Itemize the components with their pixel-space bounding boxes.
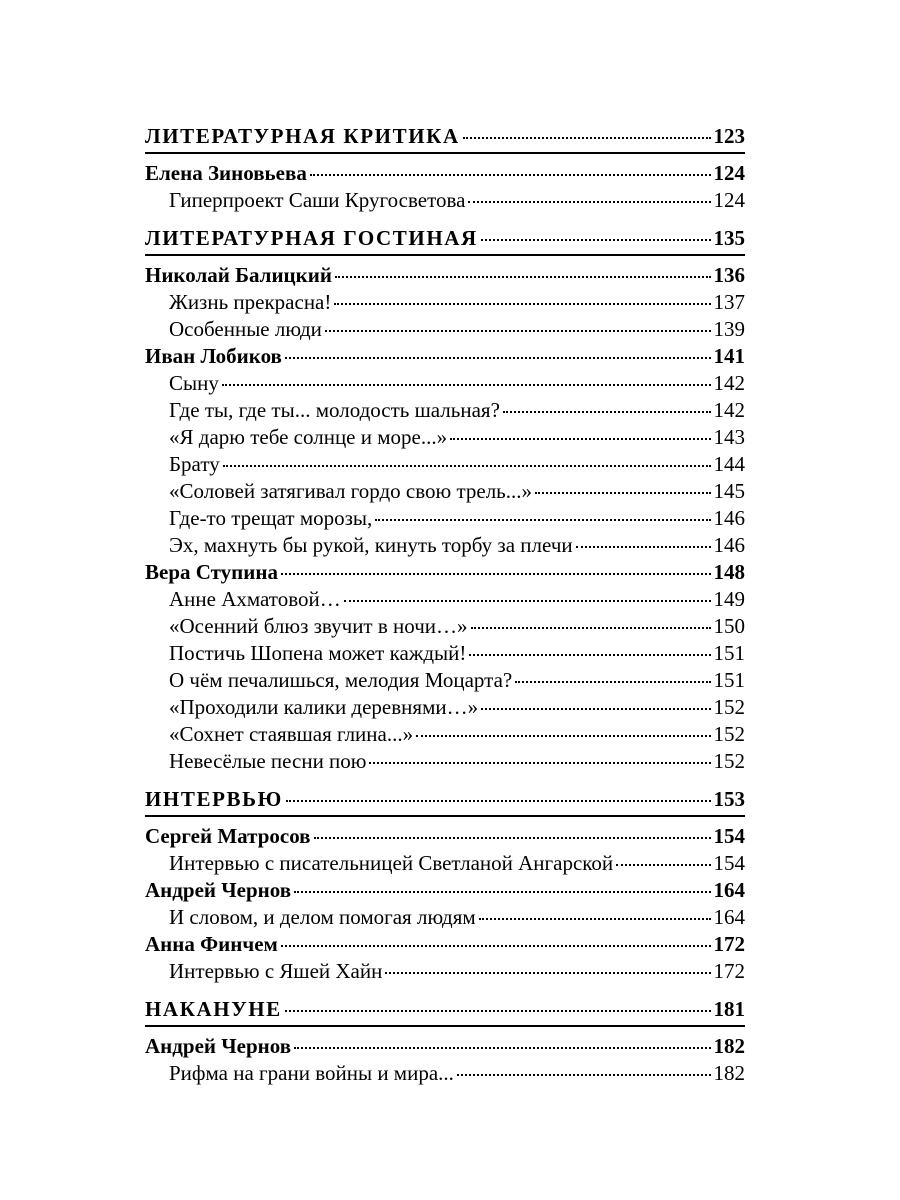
toc-entry-row <box>145 904 745 931</box>
dot-leader <box>481 239 711 241</box>
toc-page-number: 144 <box>713 452 745 476</box>
dot-leader <box>471 627 711 629</box>
toc-page-number: 152 <box>713 695 745 719</box>
toc-page-number: 143 <box>713 425 745 449</box>
toc-entry-row <box>145 397 745 424</box>
toc-page-number: 124 <box>713 188 745 212</box>
toc-title: Анна Финчем <box>145 932 278 956</box>
toc-entry-row <box>145 187 745 214</box>
toc-entry-row <box>145 370 745 397</box>
dot-leader <box>468 201 710 203</box>
toc-section-row <box>145 225 745 252</box>
toc-title: Иван Лобиков <box>145 344 282 368</box>
toc-page-number: 154 <box>713 824 745 848</box>
toc-title: Эх, махнуть бы рукой, кинуть торбу за плечи <box>169 533 573 557</box>
toc-section-row <box>145 786 745 813</box>
section-divider <box>145 815 745 817</box>
toc-entry-row <box>145 721 745 748</box>
toc-entry-row <box>145 424 745 451</box>
toc-title: Брату <box>169 452 220 476</box>
toc-title: О чём печалишься, мелодия Моцарта? <box>169 668 513 692</box>
toc-page-number: 123 <box>713 124 745 148</box>
toc-entry-row <box>145 1060 745 1087</box>
toc-entry-row <box>145 289 745 316</box>
dot-leader <box>285 357 711 359</box>
toc-title: Андрей Чернов <box>145 878 292 902</box>
section-divider <box>145 1025 745 1027</box>
toc-title: «Сохнет стаявшая глина...» <box>169 722 414 746</box>
toc-page-number: 148 <box>713 560 745 584</box>
dot-leader <box>535 492 710 494</box>
dot-leader <box>325 330 711 332</box>
toc-entry-row <box>145 586 745 613</box>
dot-leader <box>616 864 710 866</box>
section-divider <box>145 152 745 154</box>
toc-page-number: 181 <box>713 997 745 1021</box>
toc-author-row <box>145 931 745 958</box>
dot-leader <box>294 1047 710 1049</box>
toc-title: Где-то трещат морозы, <box>169 506 373 530</box>
toc-title: Интервью с писательницей Светланой Ангарской <box>169 851 614 875</box>
table-of-contents <box>145 123 745 1087</box>
toc-title: ИНТЕРВЬЮ <box>145 787 283 811</box>
toc-entry-row <box>145 316 745 343</box>
toc-title: Вера Ступина <box>145 560 278 584</box>
toc-entry-row <box>145 505 745 532</box>
dot-leader <box>369 762 710 764</box>
toc-entry-row <box>145 958 745 985</box>
toc-page-number: 164 <box>713 905 745 929</box>
toc-page-number: 142 <box>713 398 745 422</box>
dot-leader <box>223 465 711 467</box>
dot-leader <box>310 174 711 176</box>
dot-leader <box>481 708 710 710</box>
toc-title: Где ты, где ты... молодость шальная? <box>169 398 500 422</box>
toc-title: Рифма на грани войны и мира... <box>169 1061 454 1085</box>
dot-leader <box>503 411 711 413</box>
toc-title: Анне Ахматовой… <box>169 587 341 611</box>
dot-leader <box>222 384 711 386</box>
toc-page-number: 124 <box>713 161 745 185</box>
toc-entry-row <box>145 667 745 694</box>
toc-entry-row <box>145 451 745 478</box>
toc-author-row <box>145 877 745 904</box>
toc-page-number: 151 <box>713 641 745 665</box>
toc-entry-row <box>145 613 745 640</box>
toc-title: «Я дарю тебе солнце и море...» <box>169 425 448 449</box>
dot-leader <box>450 438 710 440</box>
dot-leader <box>344 600 711 602</box>
dot-leader <box>314 837 711 839</box>
dot-leader <box>479 918 711 920</box>
dot-leader <box>281 945 711 947</box>
toc-page-number: 145 <box>713 479 745 503</box>
toc-title: Интервью с Яшей Хайн <box>169 959 383 983</box>
dot-leader <box>286 800 711 802</box>
toc-title: ЛИТЕРАТУРНАЯ ГОСТИНАЯ <box>145 226 478 250</box>
toc-entry-row <box>145 478 745 505</box>
dot-leader <box>281 573 711 575</box>
toc-page-number: 154 <box>713 851 745 875</box>
dot-leader <box>375 519 710 521</box>
toc-title: Жизнь прекрасна! <box>169 290 332 314</box>
toc-title: Невесёлые песни пою <box>169 749 367 773</box>
toc-title: ЛИТЕРАТУРНАЯ КРИТИКА <box>145 124 460 148</box>
toc-entry-row <box>145 532 745 559</box>
toc-page-number: 150 <box>713 614 745 638</box>
toc-page-number: 182 <box>713 1034 745 1058</box>
toc-author-row <box>145 1033 745 1060</box>
toc-author-row <box>145 262 745 289</box>
toc-title: Сергей Матросов <box>145 824 311 848</box>
toc-title: Андрей Чернов <box>145 1034 292 1058</box>
toc-entry-row <box>145 694 745 721</box>
toc-title: «Осенний блюз звучит в ночи…» <box>169 614 468 638</box>
dot-leader <box>469 654 710 656</box>
toc-page-number: 172 <box>713 932 745 956</box>
toc-page-number: 149 <box>713 587 745 611</box>
dot-leader <box>385 972 710 974</box>
toc-entry-row <box>145 748 745 775</box>
dot-leader <box>335 276 711 278</box>
dot-leader <box>294 891 710 893</box>
toc-entry-row <box>145 850 745 877</box>
toc-title: И словом, и делом помогая людям <box>169 905 476 929</box>
dot-leader <box>457 1074 711 1076</box>
toc-page-number: 136 <box>713 263 745 287</box>
toc-page-number: 141 <box>713 344 745 368</box>
toc-title: Особенные люди <box>169 317 322 341</box>
toc-author-row <box>145 160 745 187</box>
toc-author-row <box>145 559 745 586</box>
toc-section-row <box>145 996 745 1023</box>
toc-page-number: 146 <box>713 533 745 557</box>
toc-page-number: 172 <box>713 959 745 983</box>
toc-page-number: 164 <box>713 878 745 902</box>
toc-section-row <box>145 123 745 150</box>
dot-leader <box>515 681 710 683</box>
toc-page-number: 151 <box>713 668 745 692</box>
toc-title: Елена Зиновьева <box>145 161 307 185</box>
toc-page-number: 142 <box>713 371 745 395</box>
toc-title: Гиперпроект Саши Кругосветова <box>169 188 466 212</box>
dot-leader <box>416 735 710 737</box>
toc-title: Постичь Шопена может каждый! <box>169 641 467 665</box>
toc-author-row <box>145 823 745 850</box>
dot-leader <box>576 546 711 548</box>
toc-page-number: 135 <box>713 226 745 250</box>
dot-leader <box>463 137 711 139</box>
toc-page-number: 139 <box>713 317 745 341</box>
toc-title: «Проходили калики деревнями…» <box>169 695 479 719</box>
section-divider <box>145 254 745 256</box>
toc-page-number: 182 <box>713 1061 745 1085</box>
toc-page-number: 153 <box>713 787 745 811</box>
toc-page-number: 146 <box>713 506 745 530</box>
dot-leader <box>334 303 710 305</box>
toc-title: «Соловей затягивал гордо свою трель...» <box>169 479 533 503</box>
toc-title: Николай Балицкий <box>145 263 332 287</box>
toc-author-row <box>145 343 745 370</box>
toc-title: Сыну <box>169 371 219 395</box>
toc-page-number: 152 <box>713 749 745 773</box>
toc-title: НАКАНУНЕ <box>145 997 282 1021</box>
dot-leader <box>285 1010 711 1012</box>
toc-page-number: 152 <box>713 722 745 746</box>
toc-page-number: 137 <box>713 290 745 314</box>
toc-entry-row <box>145 640 745 667</box>
